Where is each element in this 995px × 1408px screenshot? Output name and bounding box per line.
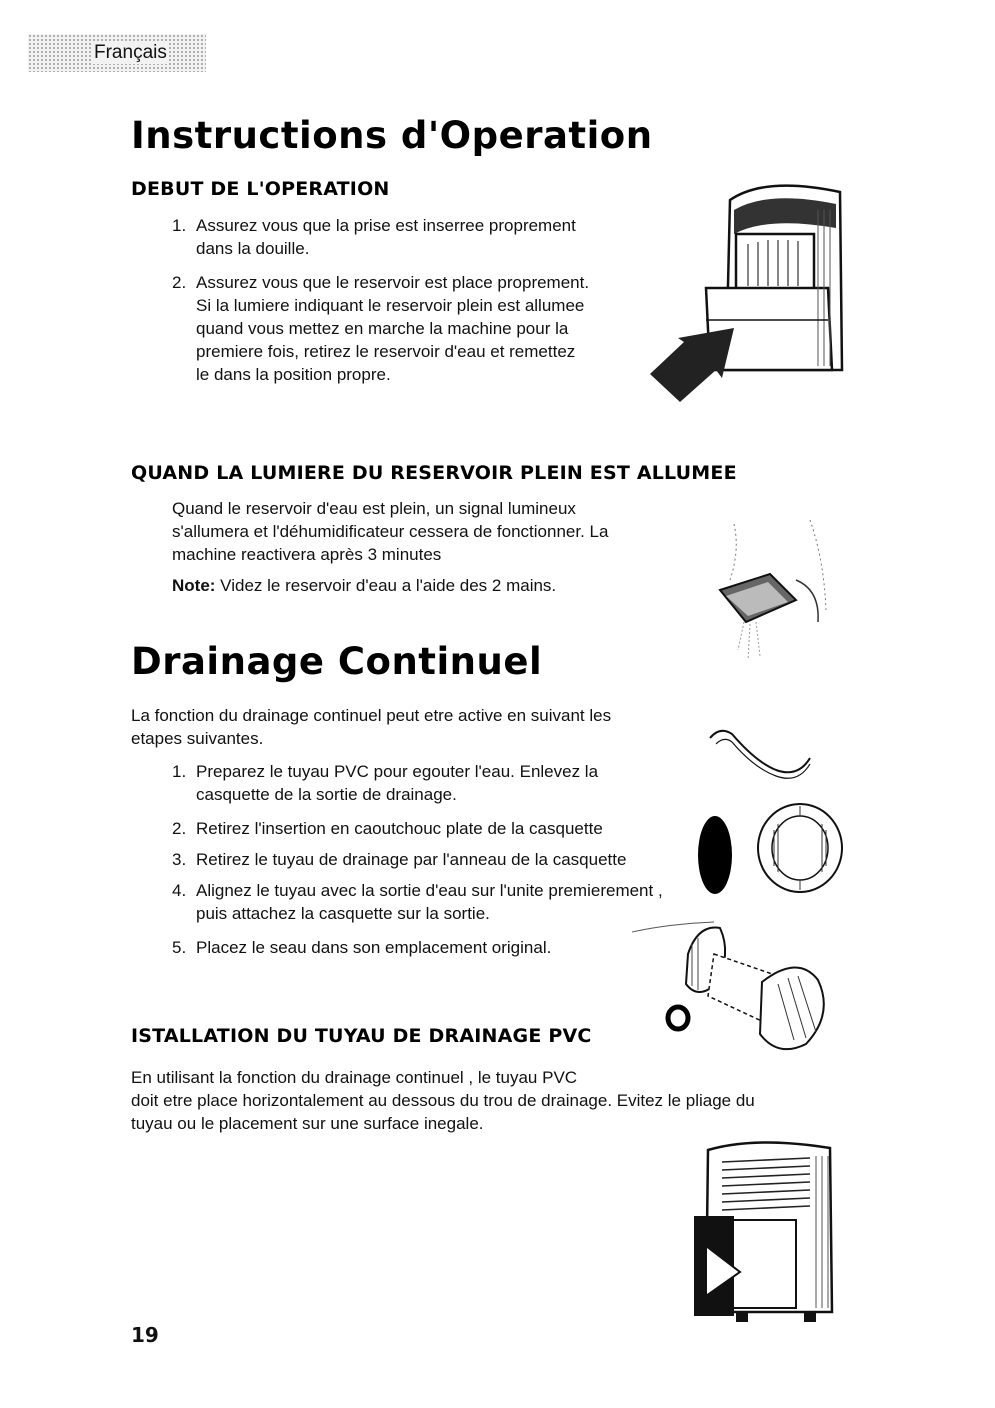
pvc-paragraph (131, 1066, 755, 1135)
language-label: Français (94, 42, 167, 63)
pvc-hose-icon (706, 722, 816, 782)
step-list-drainage (172, 760, 663, 959)
paragraph-line: En utilisant la fonction du drainage continuel , le tuyau PVC (131, 1068, 578, 1087)
list-item-continuation: quand vous mettez en marche la machine pour la (196, 319, 569, 338)
tank-full-paragraph (172, 497, 608, 597)
paragraph-line: Quand le reservoir d'eau est plein, un signal lumineux (172, 499, 576, 518)
page-number: 19 (131, 1323, 159, 1347)
list-item: 5. Placez le seau dans son emplacement original. (172, 938, 552, 957)
hose-assembly-illustration (628, 914, 838, 1064)
dehumidifier-bucket-illustration (650, 170, 850, 410)
paragraph-line: doit etre place horizontalement au dessous du trou de drainage. Evitez le pliage du (131, 1091, 755, 1110)
subsection-heading-start: DEBUT DE L'OPERATION (131, 178, 390, 200)
list-item: 1. Assurez vous que la prise est inserree proprement (172, 216, 576, 235)
section-heading-pvc: ISTALLATION DU TUYAU DE DRAINAGE PVC (131, 1025, 592, 1047)
paragraph-line: s'allumera et l'déhumidificateur cessera de fonctionner. La (172, 522, 609, 541)
drainage-intro (131, 704, 611, 750)
paragraph-line: tuyau ou le placement sur une surface inegale. (131, 1114, 484, 1133)
list-item: 1. Preparez le tuyau PVC pour egouter l'eau. Enlevez la (172, 762, 599, 781)
list-item-continuation: casquette de la sortie de drainage. (196, 785, 457, 804)
dehumidifier-drain-illustration (676, 1136, 846, 1336)
list-item-continuation: dans la douille. (196, 239, 310, 258)
paragraph-line: La fonction du drainage continuel peut etre active en suivant les (131, 706, 612, 725)
note-text: Videz le reservoir d'eau a l'aide des 2 mains. (215, 576, 557, 595)
note-label: Note: (172, 576, 216, 595)
list-item: 3. Retirez le tuyau de drainage par l'anneau de la casquette (172, 850, 627, 869)
list-item-continuation: puis attachez la casquette sur la sortie. (196, 904, 490, 923)
list-item: 2. Retirez l'insertion en caoutchouc plate de la casquette (172, 819, 603, 838)
empty-bucket-illustration (700, 510, 850, 690)
list-item-continuation: Si la lumiere indiquant le reservoir plein est allumee (196, 296, 585, 315)
list-item-continuation: le dans la position propre. (196, 365, 391, 384)
step-list-start (172, 214, 589, 386)
paragraph-line: etapes suivantes. (131, 729, 264, 748)
rubber-insert-icon (692, 812, 738, 898)
paragraph-line: machine reactivera après 3 minutes (172, 545, 442, 564)
section-title-drainage: Drainage Continuel (131, 640, 543, 683)
drain-cap-icon (752, 800, 848, 896)
section-heading-tank-full: QUAND LA LUMIERE DU RESERVOIR PLEIN EST ALLUMEE (131, 462, 737, 484)
list-item-continuation: premiere fois, retirez le reservoir d'eau et remettez (196, 342, 576, 361)
list-item: 2. Assurez vous que le reservoir est place proprement. (172, 273, 590, 292)
note-line (172, 574, 608, 597)
list-item: 4. Alignez le tuyau avec la sortie d'eau sur l'unite premierement , (172, 881, 663, 900)
page-title: Instructions d'Operation (131, 114, 653, 157)
